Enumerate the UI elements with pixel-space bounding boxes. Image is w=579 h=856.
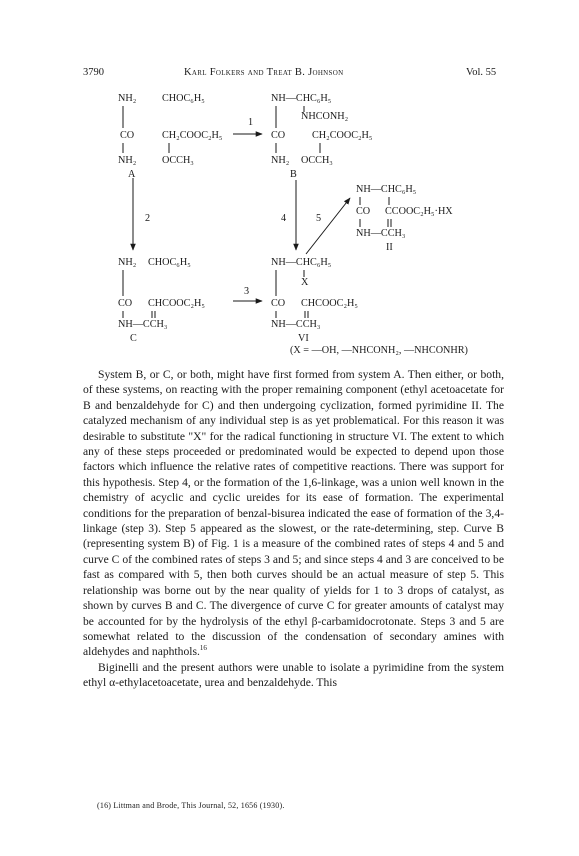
paragraph-1 (83, 367, 504, 660)
c-bottom: NH—CCH₃ (118, 319, 168, 330)
paragraph-1-text: System B, or C, or both, might have first formed from system A. Then either, or both, of these systems, on reacting with the proper remaining component (ethyl acetoacetate for B and benzaldehyde for C) and then undergoing cyclization, formed pyrimidine II. The catalyzed mechanism of any individual step is as yet problematical. For this reason it was desirable to substitute "X" for the radical functioning in structure VI. The extent to which any of these steps proceeded or predominated would be expected to depend upon those factors which influence the relative rates of competitive reactions. There was support for this hypothesis. Step 4, or the formation of the 1,6-linkage, was a union well known in the chemistry of acyclic and cyclic ureides for its ease of formation. The experimental conditions for the preparation of benzal-bisurea indicated the ease of formation of the 3,4-linkage (step 3). Step 5 appeared as the slowest, or the rate-determining, step. Curve B (representing system B) of Fig. 1 is a measure of the combined rates of steps 4 and 5 and curve C of the combined rates of steps 3 and 5; and since steps 4 and 3 are conceived to be fast as compared with 5, then both curves should be an actual measure of step 5. This relationship was borne out by the near quality of yields for 1 to 3 drops of catalyst, as shown by curves B and C. The divergence of curve C for greater amounts of catalyst may be accounted for by the hydrolysis of the ethyl β-carbamidocrotonate. Steps 3 and 5 are somewhat related to the discussion of the condensation of secondary amines with aldehydes and naphthols. (83, 368, 504, 659)
ii-top: NH—CHC₆H₅ (356, 184, 417, 195)
c-benzylidene: CHOC₆H₅ (148, 257, 191, 268)
vi-bottom: NH—CCH₃ (271, 319, 321, 330)
vi-ester: CHCOOC₂H₅ (301, 298, 358, 309)
running-head-authors: Karl Folkers and Treat B. Johnson (184, 67, 344, 78)
body-text (83, 367, 504, 691)
c-nh2: NH₂ (118, 257, 137, 268)
ii-co: CO (356, 206, 371, 217)
c-label: C (130, 333, 137, 344)
volume-label: Vol. 55 (466, 67, 497, 78)
step-4-label: 4 (281, 213, 287, 224)
c-ester: CHCOOC₂H₅ (148, 298, 205, 309)
vi-co: CO (271, 298, 286, 309)
b-acetyl: OCCH₃ (301, 155, 333, 166)
arrow-step-5 (306, 198, 350, 254)
scheme-bonds (0, 0, 579, 420)
vi-x: X (301, 277, 309, 288)
a-label: A (128, 169, 136, 180)
step-2-label: 2 (145, 213, 151, 224)
step-1-label: 1 (248, 117, 254, 128)
b-urea: NHCONH₂ (301, 111, 349, 122)
b-nh2: NH₂ (271, 155, 290, 166)
a-nh2-bottom: NH₂ (118, 155, 137, 166)
footnote: (16) Littman and Brode, This Journal, 52, 1656 (1930). (97, 801, 285, 810)
ii-ester: CCOOC₂H₅·HX (385, 206, 453, 217)
paragraph-2: Biginelli and the present authors were unable to isolate a pyrimidine from the system ethyl α-ethylacetoacetate, urea and benzaldehyde. This (83, 660, 504, 690)
ii-label: II (386, 242, 393, 253)
b-label: B (290, 169, 297, 180)
a-acetyl: OCCH₃ (162, 155, 194, 166)
step-5-label: 5 (316, 213, 322, 224)
a-co: CO (120, 130, 135, 141)
x-definition: (X = —OH, —NHCONH₂, —NHCONHR) (290, 345, 468, 356)
step-3-label: 3 (244, 286, 250, 297)
a-ester: CH₂COOC₂H₅ (162, 130, 223, 141)
b-co: CO (271, 130, 286, 141)
vi-label: VI (298, 333, 309, 344)
a-benzaldehyde: CHOC₆H₅ (162, 93, 205, 104)
c-co: CO (118, 298, 133, 309)
a-nh2-top: NH₂ (118, 93, 137, 104)
footnote-ref: 16 (199, 644, 207, 653)
b-ester: CH₂COOC₂H₅ (312, 130, 373, 141)
ii-bottom: NH—CCH₃ (356, 228, 406, 239)
b-top: NH—CHC₆H₅ (271, 93, 332, 104)
page-number: 3790 (83, 67, 104, 78)
vi-top: NH—CHC₆H₅ (271, 257, 332, 268)
